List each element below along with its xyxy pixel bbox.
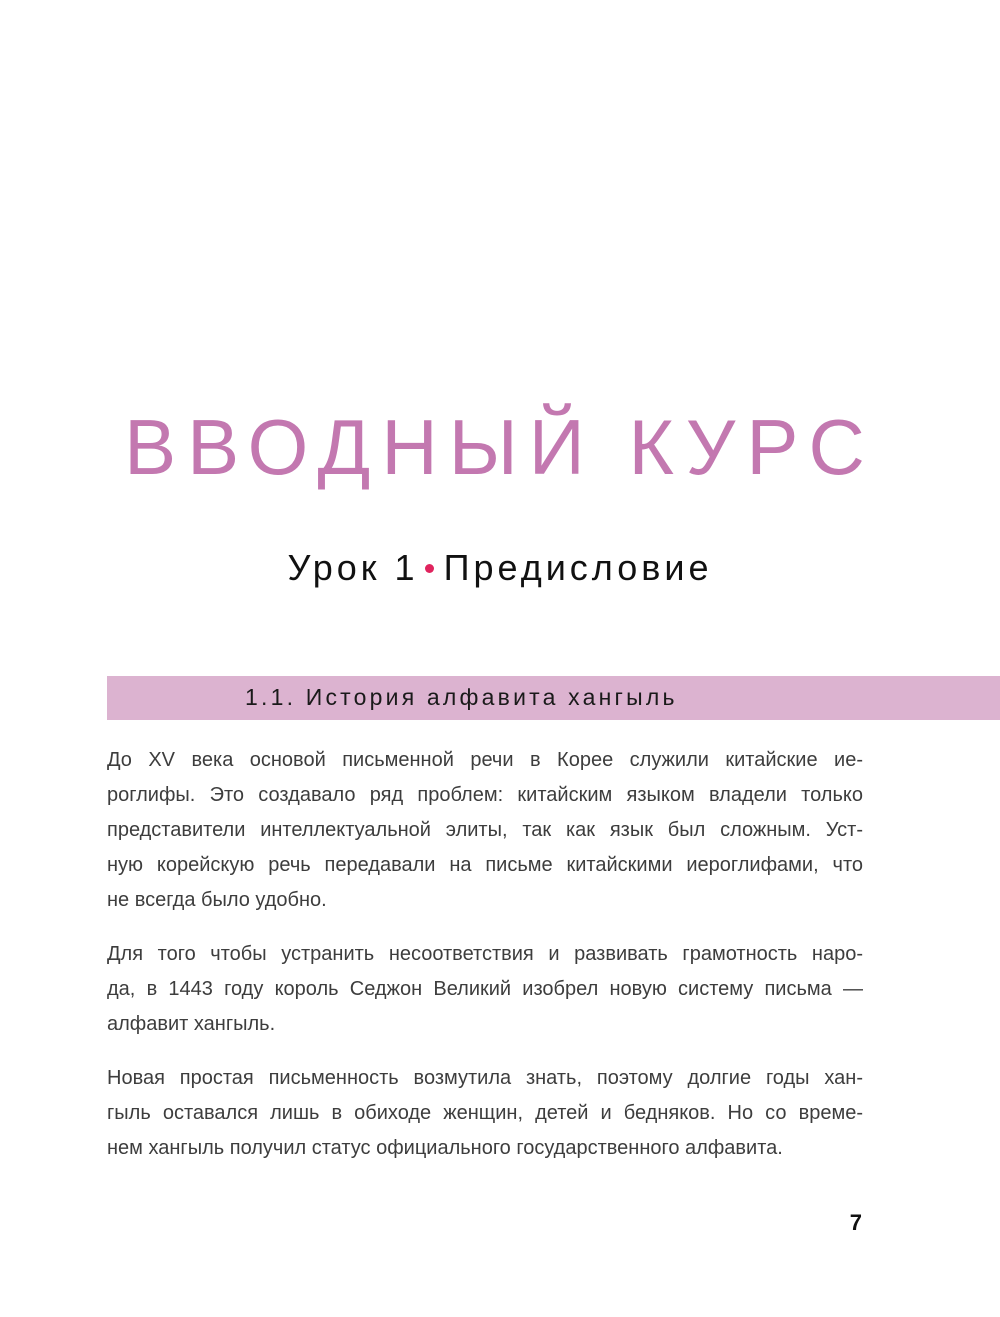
paragraph (107, 1061, 863, 1166)
lesson-heading (0, 547, 1000, 588)
body-text (107, 743, 863, 1185)
paragraph (107, 937, 863, 1042)
text-line: нем хангыль получил статус официального государственного алфавита. (107, 1137, 783, 1159)
text-line: представители интеллектуальной элиты, так как язык был сложным. Уст- (107, 819, 863, 841)
paragraph (107, 743, 863, 918)
text-line: алфавит хангыль. (107, 1013, 276, 1035)
lesson-title: Предисловие (443, 547, 713, 588)
page-number: 7 (849, 1210, 862, 1235)
text-line: гыль оставался лишь в обиходе женщин, детей и бедняков. Но со време- (107, 1102, 863, 1124)
text-line: ную корейскую речь передавали на письме китайскими иероглифами, что (107, 854, 863, 876)
text-line: да, в 1443 году король Седжон Великий изобрел новую систему письма — (107, 978, 863, 1000)
lesson-label: Урок 1 (287, 547, 419, 588)
chapter-title: ВВОДНЫЙ КУРС (124, 403, 876, 491)
section-title: 1.1. История алфавита хангыль (245, 684, 678, 710)
text-line: Для того чтобы устранить несоответствия и развивать грамотность наро- (107, 943, 863, 965)
text-line: роглифы. Это создавало ряд проблем: китайским языком владели только (107, 784, 863, 806)
text-line: До XV века основой письменной речи в Корее служили китайские ие- (107, 749, 863, 771)
text-line: Новая простая письменность возмутила знать, поэтому долгие годы хан- (107, 1067, 863, 1089)
text-line: не всегда было удобно. (107, 889, 327, 911)
bullet-dot (425, 564, 434, 573)
section-header-bar (107, 676, 1000, 720)
